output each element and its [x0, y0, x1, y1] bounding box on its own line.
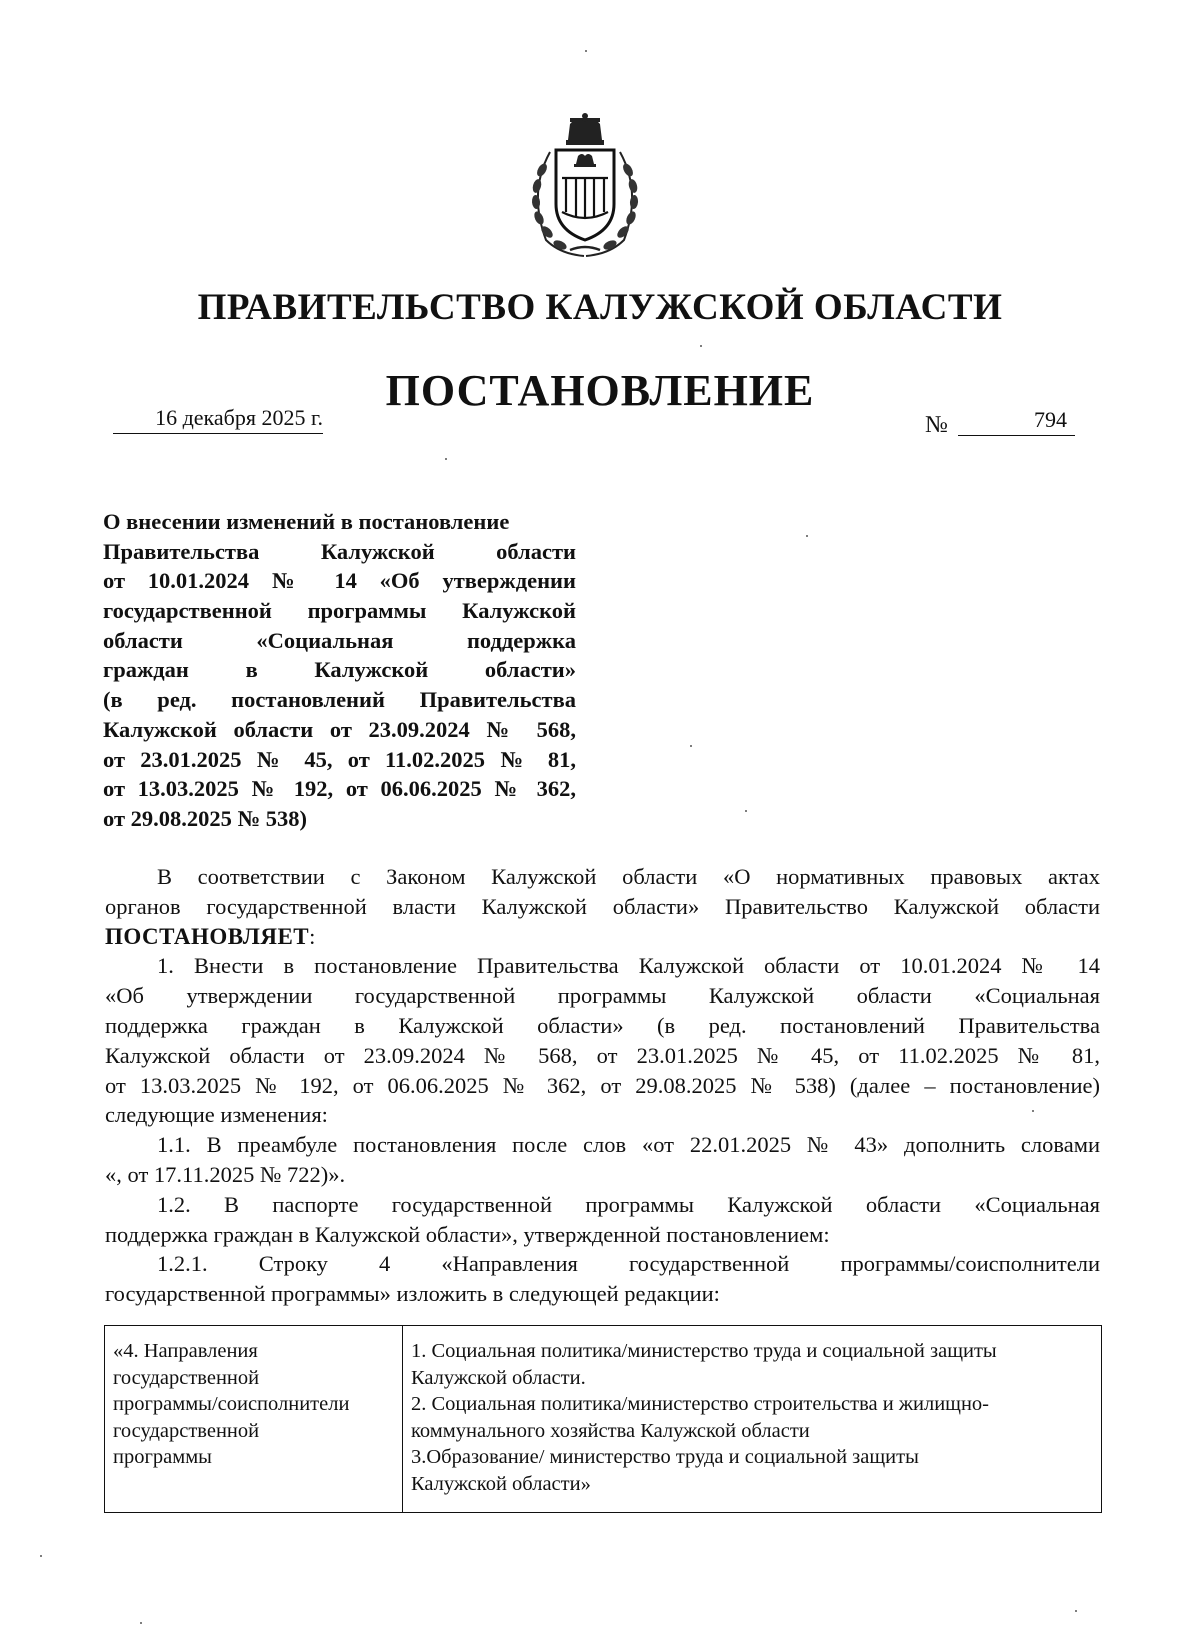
table-cell-line: 1. Социальная политика/министерство труда и социальной защиты: [411, 1340, 997, 1362]
table-cell-line: «4. Направления: [113, 1340, 258, 1362]
subject-line: государственной программы Калужской: [103, 598, 576, 624]
subject-line: О внесении изменений в постановление: [103, 509, 510, 534]
decree-colon: :: [309, 923, 316, 949]
subject-line: Калужской области от 23.09.2024 № 568,: [103, 716, 576, 742]
body-line: 1.1. В преамбуле постановления после слов «от 22.01.2025 № 43» дополнить словами: [157, 1132, 1100, 1158]
subject-line: области «Социальная поддержка: [103, 627, 576, 653]
scan-speck: [445, 458, 447, 460]
table-cell-line: государственной: [113, 1366, 260, 1389]
scan-speck: [1032, 1110, 1034, 1112]
body-line: «Об утверждении государственной программы Калужской области «Социальная: [105, 983, 1100, 1009]
table-cell-line: 3.Образование/ министерство труда и социальной защиты: [411, 1446, 919, 1468]
subject-line: от 10.01.2024 № 14 «Об утверждении: [103, 568, 576, 594]
scan-speck: [585, 50, 587, 52]
body-line: 1. Внести в постановление Правительства Калужской области от 10.01.2024 № 14: [157, 953, 1100, 979]
scan-speck: [140, 1622, 142, 1624]
document-type-heading: ПОСТАНОВЛЕНИЕ: [385, 366, 815, 415]
organization-title: ПРАВИТЕЛЬСТВО КАЛУЖСКОЙ ОБЛАСТИ: [197, 287, 1003, 328]
body-line: поддержка граждан в Калужской области», утвержденной постановлением:: [105, 1221, 830, 1247]
scan-speck: [690, 745, 692, 747]
subject-line: (в ред. постановлений Правительства: [103, 687, 576, 713]
document-subject: [103, 507, 576, 834]
table-cell-line: 2. Социальная политика/министерство строительства и жилищно-: [411, 1393, 990, 1415]
document-number-value: 794: [958, 407, 1075, 436]
table-cell-line: государственной: [113, 1419, 260, 1442]
table-cell-line: Калужской области.: [411, 1366, 586, 1389]
kaluga-region-coat-of-arms-icon: [520, 112, 650, 260]
table-cell-line: Калужской области»: [411, 1472, 591, 1495]
table-cell-line: программы/соисполнители: [113, 1393, 350, 1415]
body-line: государственной программы» изложить в следующей редакции:: [105, 1281, 720, 1307]
scan-speck: [806, 535, 808, 537]
decree-line: [105, 922, 1100, 952]
scan-speck: [745, 810, 747, 812]
program-directions-table: [104, 1325, 1102, 1513]
table-row-value-cell: [403, 1326, 1101, 1512]
body-line: «, от 17.11.2025 № 722)».: [105, 1161, 346, 1187]
subject-line: граждан в Калужской области»: [103, 657, 576, 683]
table-cell-line: программы: [113, 1446, 212, 1468]
body-line: В соответствии с Законом Калужской области «О нормативных правовых актах: [157, 864, 1100, 889]
body-line: следующие изменения:: [105, 1102, 328, 1128]
subject-line: от 29.08.2025 № 538): [103, 805, 307, 831]
table-row-label-cell: [105, 1326, 403, 1512]
body-line: Калужской области от 23.09.2024 № 568, от 23.01.2025 № 45, от 11.02.2025 № 81,: [105, 1042, 1100, 1068]
body-line: органов государственной власти Калужской области» Правительство Калужской области: [105, 893, 1100, 919]
document-body: [105, 862, 1100, 1309]
decree-word: ПОСТАНОВЛЯЕТ: [105, 923, 310, 949]
body-line: 1.2. В паспорте государственной программы Калужской области «Социальная: [157, 1191, 1100, 1217]
body-line: 1.2.1. Строку 4 «Направления государственной программы/соисполнители: [157, 1251, 1100, 1277]
subject-line: Правительства Калужской области: [103, 538, 576, 564]
body-line: поддержка граждан в Калужской области» (в ред. постановлений Правительства: [105, 1012, 1100, 1038]
document-date: 16 декабря 2025 г.: [113, 405, 323, 434]
subject-line: от 13.03.2025 № 192, от 06.06.2025 № 362,: [103, 776, 576, 802]
scan-speck: [1075, 1610, 1077, 1612]
scan-speck: [700, 345, 702, 347]
body-line: от 13.03.2025 № 192, от 06.06.2025 № 362, от 29.08.2025 № 538) (далее – постановление): [105, 1072, 1100, 1098]
table-cell-line: коммунального хозяйства Калужской области: [411, 1419, 810, 1442]
scan-speck: [40, 1555, 42, 1557]
document-number-label: №: [925, 412, 948, 438]
subject-line: от 23.01.2025 № 45, от 11.02.2025 № 81,: [103, 746, 576, 772]
